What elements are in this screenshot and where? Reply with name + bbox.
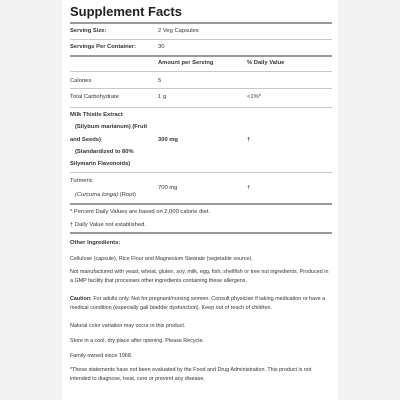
turmeric-botanical	[75, 192, 136, 198]
milk-thistle-parts: and Seeds)	[70, 137, 101, 143]
milk-thistle-amount: 300 mg	[158, 137, 178, 143]
caution-line: medical condition (especially gall bladder dysfunction). Keep out of reach of children.	[70, 305, 272, 312]
storage-note: Store in a cool, dry place after opening. Please Recycle.	[70, 338, 204, 344]
serving-size-value: 2 Veg Capsules	[158, 28, 199, 34]
caution-statement	[70, 295, 334, 314]
divider	[70, 88, 332, 89]
serving-size-label: Serving Size:	[70, 28, 107, 34]
caution-text: For adults only. Not for pregnant/nursing women. Consult physician if taking medication or have a	[91, 296, 326, 302]
turmeric-daily-value: †	[247, 185, 251, 191]
turmeric-name: Turmeric	[70, 178, 93, 184]
disclaimer-line: *These statements have not been evaluated by the Food and Drug Administration. This product is not	[70, 367, 312, 373]
milk-thistle-name: Milk Thistle Extract	[70, 112, 123, 118]
footnote-not-established: † Daily Value not established.	[70, 222, 146, 228]
allergen-line: Not manufactured with yeast, wheat, gluten, soy, milk, egg, fish, shellfish or tree nut ingredients. Produced in	[70, 269, 329, 275]
fda-disclaimer	[70, 366, 334, 385]
amount-per-serving-header: Amount per Serving	[158, 60, 214, 66]
servings-per-container-value: 30	[158, 44, 165, 50]
allergen-statement	[70, 268, 334, 287]
disclaimer-line: intended to diagnose, treat, cure or prevent any disease.	[70, 376, 205, 383]
milk-thistle-standardization: (Standardized to 80%	[75, 149, 134, 155]
milk-thistle-daily-value: †	[247, 137, 251, 143]
servings-per-container-label: Servings Per Container:	[70, 44, 137, 50]
nutrient-daily-value: <1%*	[247, 94, 262, 100]
divider	[70, 232, 332, 234]
divider	[70, 172, 332, 173]
turmeric-part: (Root)	[118, 192, 136, 198]
nutrient-amount: 1 g	[158, 94, 167, 100]
nutrient-name: Total Carbohydrate	[70, 94, 119, 100]
family-owned-note: Family owned since 1968.	[70, 353, 133, 359]
caution-label: Caution:	[70, 296, 92, 302]
page-title: Supplement Facts	[70, 4, 182, 19]
allergen-line: a GMP facility that processes other ingredients containing these allergens.	[70, 278, 247, 285]
caution-line	[70, 295, 334, 304]
other-ingredients-heading: Other Ingredients:	[70, 240, 121, 246]
turmeric-latin-name: (Curcuma longa)	[75, 192, 119, 198]
color-variation-note: Natural color variation may occur in this product.	[70, 323, 186, 329]
title-divider	[70, 22, 332, 24]
footnote-daily-value: * Percent Daily Values are based on 2,000 calorie diet.	[70, 209, 211, 215]
daily-value-header: % Daily Value	[247, 60, 285, 66]
divider	[70, 39, 332, 40]
nutrient-name: Calories	[70, 78, 92, 84]
nutrient-amount: 5	[158, 78, 162, 84]
divider	[70, 55, 332, 57]
milk-thistle-botanical: (Silybum marianum) (Fruit	[75, 124, 148, 130]
divider	[70, 203, 332, 205]
divider	[70, 107, 332, 108]
divider	[70, 71, 332, 72]
other-ingredients-text: Cellulose (capsule), Rice Flour and Magnesium Stearate (vegetable source).	[70, 256, 253, 262]
turmeric-amount: 700 mg	[158, 185, 178, 191]
milk-thistle-flavonoids: Silymarin Flavonoids)	[70, 161, 131, 167]
